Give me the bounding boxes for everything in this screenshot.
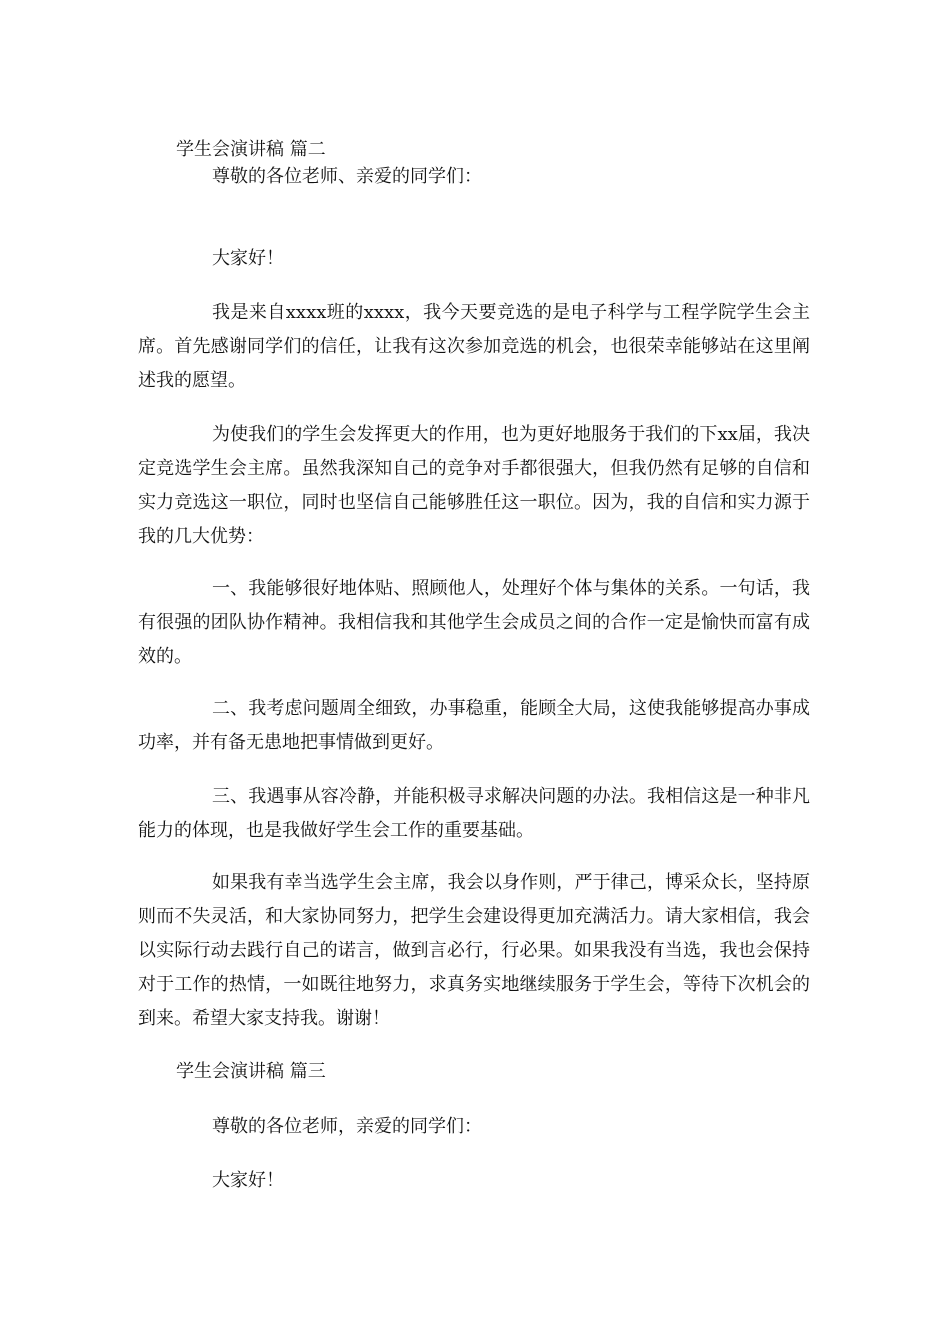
paragraph: 我是来自xxxx班的xxxx，我今天要竞选的是电子科学与工程学院学生会主席。首先感谢同学们的信任，让我有这次参加竞选的机会，也很荣幸能够站在这里阐述我的愿望。 <box>138 302 810 391</box>
greeting: 尊敬的各位老师，亲爱的同学们： <box>212 1116 482 1137</box>
section-heading: 学生会演讲稿 篇二 <box>176 139 326 160</box>
section-heading: 学生会演讲稿 篇三 <box>176 1061 326 1082</box>
paragraph: 二、我考虑问题周全细致，办事稳重，能顾全大局，这使我能够提高办事成功率，并有备无患地把事情做到更好。 <box>138 698 810 753</box>
salutation: 大家好！ <box>212 1170 284 1191</box>
salutation: 大家好！ <box>212 248 284 269</box>
paragraph: 为使我们的学生会发挥更大的作用，也为更好地服务于我们的下xx届，我决定竞选学生会主席。虽然我深知自己的竞争对手都很强大，但我仍然有足够的自信和实力竞选这一职位，同时也坚信自己能够胜任这一职位。因为，我的自信和实力源于我的几大优势： <box>138 424 810 547</box>
paragraph: 如果我有幸当选学生会主席，我会以身作则，严于律己，博采众长，坚持原则而不失灵活，和大家协同努力，把学生会建设得更加充满活力。请大家相信，我会以实际行动去践行自己的诺言，做到言必行，行必果。如果我没有当选，我也会保持对于工作的热情，一如既往地努力，求真务实地继续服务于学生会，等待下次机会的到来。希望大家支持我。谢谢！ <box>138 872 810 1029</box>
greeting: 尊敬的各位老师、亲爱的同学们： <box>212 166 482 187</box>
paragraph: 一、我能够很好地体贴、照顾他人，处理好个体与集体的关系。一句话，我有很强的团队协作精神。我相信我和其他学生会成员之间的合作一定是愉快而富有成效的。 <box>138 578 810 667</box>
paragraph: 三、我遇事从容冷静，并能积极寻求解决问题的办法。我相信这是一种非凡能力的体现，也是我做好学生会工作的重要基础。 <box>138 786 810 841</box>
